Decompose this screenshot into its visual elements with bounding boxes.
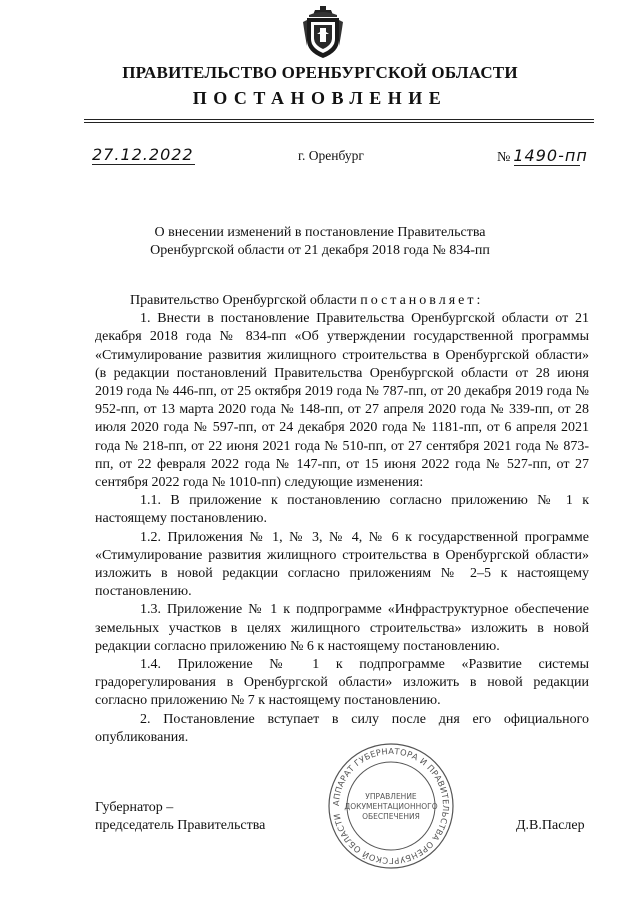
document-date <box>92 145 195 165</box>
signatory-title-line-1: Губернатор – <box>95 800 174 815</box>
document-city: г. Оренбург <box>298 148 364 163</box>
number-underline <box>514 165 580 166</box>
signatory-title <box>95 799 265 835</box>
paragraph-1-3: 1.3. Приложение № 1 к подпрограмме «Инфраструктурное обеспечение земельных участков в целях жилищного строительства» изложить в новой редакции согласно приложению № 6 к настоящему постановлению. <box>95 602 589 654</box>
intro-text: Правительство Оренбургской области <box>130 293 357 308</box>
header-rule <box>84 119 594 120</box>
coat-of-arms-icon <box>303 6 343 61</box>
document-number <box>497 146 588 166</box>
stamp-ring-text: АППАРАТ ГУБЕРНАТОРА И ПРАВИТЕЛЬСТВА ОРЕНБУРГСКОЙ ОБЛАСТИ <box>330 745 452 867</box>
paragraph-1-1: 1.1. В приложение к постановлению согласно приложению № 1 к настоящему постановлению. <box>95 493 589 527</box>
signatory-name: Д.В.Паслер <box>516 818 585 833</box>
official-stamp <box>326 741 456 871</box>
paragraph-1: 1. Внести в постановление Правительства Оренбургской области от 21 декабря 2018 года № 834-пп «Об утверждении государственной программы «Стимулирование развития жилищного строительства в Оренбургской области» (в редакции постановлений Правительства Оренбургской области от 28 июня 2019 года № 446-пп, от 25 октября 2019 года № 787-пп, от 20 декабря 2019 года № 952-пп, от 13 марта 2020 года № 148-пп, от 27 апреля 2020 года № 339-пп, от 28 июля 2020 года № 597-пп, от 24 декабря 2020 года № 1181-пп, от 6 апреля 2021 года № 218-пп, от 22 июня 2021 года № 510-пп, от 27 сентября 2021 года № 873-пп, от 22 февраля 2022 года № 147-пп, от 15 июня 2022 года № 527-пп, от 27 сентября 2022 года № 1010-пп) следующие изменения: <box>95 311 589 491</box>
document-body <box>95 292 589 747</box>
stamp-center-line-2: ДОКУМЕНТАЦИОННОГО <box>344 802 438 811</box>
document-subject <box>0 224 640 260</box>
date-underline <box>92 164 195 165</box>
stamp-center-line-1: УПРАВЛЕНИЕ <box>365 792 417 801</box>
paragraph-2: 2. Постановление вступает в силу после дня его официального опубликования. <box>95 711 589 745</box>
number-handwritten: 1490-пп <box>513 146 588 165</box>
document-type-title: ПОСТАНОВЛЕНИЕ <box>192 88 448 108</box>
number-label: № <box>497 150 511 165</box>
subject-line-1: О внесении изменений в постановление Правительства <box>154 225 486 240</box>
intro-paragraph <box>95 292 589 310</box>
organization-title: ПРАВИТЕЛЬСТВО ОРЕНБУРГСКОЙ ОБЛАСТИ <box>122 63 518 82</box>
subject-line-2: Оренбургской области от 21 декабря 2018 года № 834-пп <box>150 243 490 258</box>
paragraph-1-2: 1.2. Приложения № 1, № 3, № 4, № 6 к государственной программе «Стимулирование развития жилищного строительства в Оренбургской области» изложить в новой редакции согласно приложениям № 2–5 к настоящему постановлению. <box>95 529 589 600</box>
header-rule-double <box>84 122 594 123</box>
stamp-center-line-3: ОБЕСПЕЧЕНИЯ <box>362 812 420 821</box>
paragraph-1-4: 1.4. Приложение № 1 к подпрограмме «Развитие системы градорегулирования в Оренбургской области» изложить в новой редакции согласно приложению № 7 к настоящему постановлению. <box>95 657 589 709</box>
intro-verb: постановляет: <box>360 293 484 308</box>
signatory-title-line-2: председатель Правительства <box>95 818 266 833</box>
date-handwritten: 27.12.2022 <box>92 145 194 164</box>
